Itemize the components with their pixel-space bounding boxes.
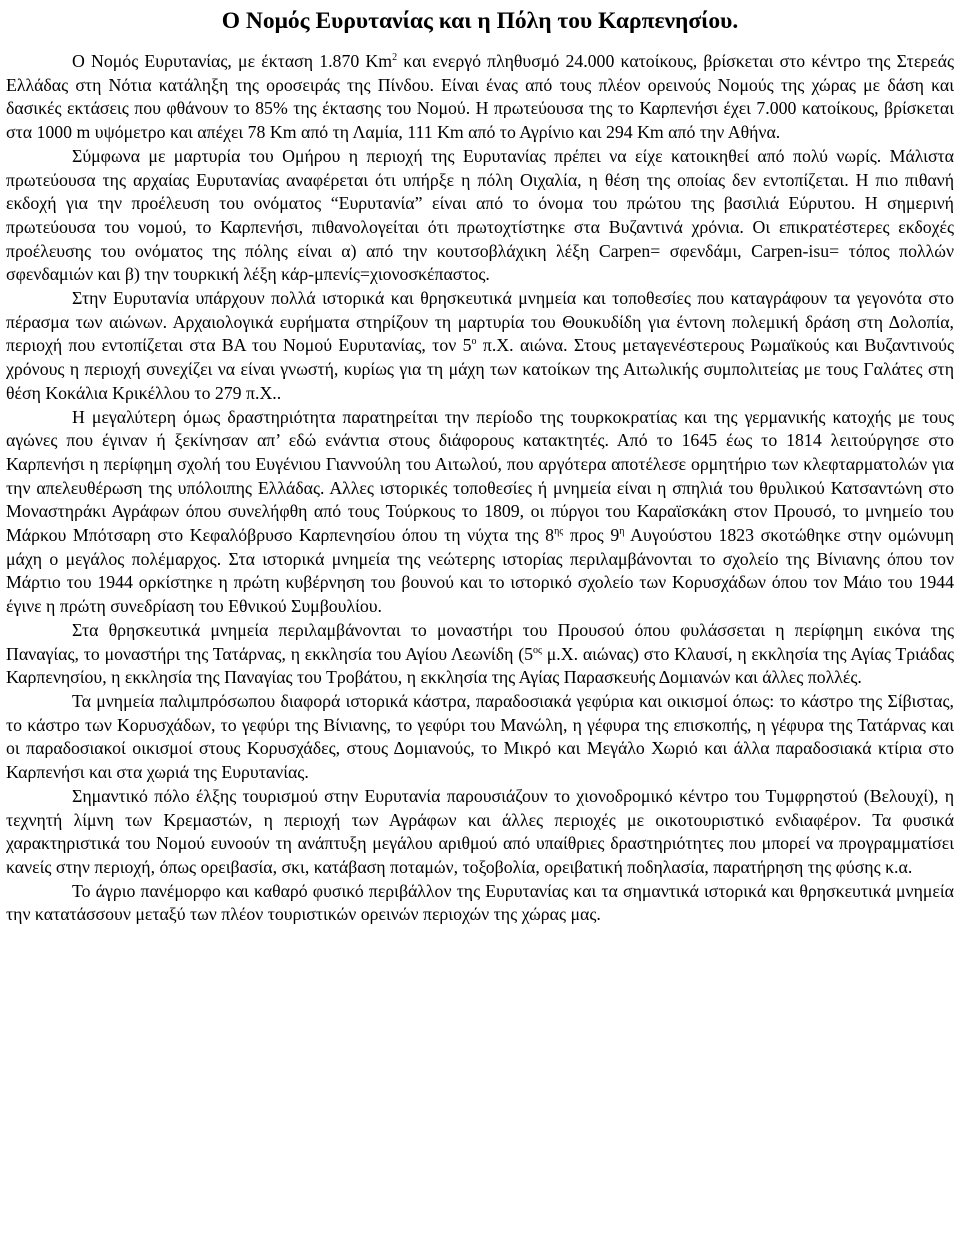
- paragraph-text: Στην Ευρυτανία υπάρχουν πολλά ιστορικά και θρησκευτικά μνημεία και τοποθεσίες που καταγράφουν τα γεγονότα στο πέρασμα των αιώνων. Αρχαιολογικά ευρήματα στηρίζουν τη μαρτυρία του Θουκυδίδη για έντονη πολεμική δράση στη Δολοπία, περιοχή που εντοπίζεται στα ΒΑ του Νομού Ευρυτανίας, τον 5: [6, 288, 954, 356]
- paragraph-castles-bridges: Τα μνημεία παλιμπρόσωπου διαφορά ιστορικά κάστρα, παραδοσιακά γεφύρια και οικισμοί όπως: το κάστρο της Σίβιστας, το κάστρο των Κορυσχάδων, το γεφύρι της Βίνιανης, το γεφύρι του Μανώλη, η γέφυρα της επισκοπής, η γέφυρα της Τατάρνας και οι παραδοσιακοί οικισμοί στους Κορυσχάδες, στους Δομιανούς, το Μικρό και Μεγάλο Χωριό και άλλα παραδοσιακά κτίρια στο Καρπενήσι και στα χωριά της Ευρυτανίας.: [6, 690, 954, 783]
- paragraph-ottoman-period: [6, 406, 954, 619]
- document-title: Ο Νομός Ευρυτανίας και η Πόλη του Καρπενησίου.: [221, 8, 739, 34]
- paragraph-text: και ενεργό πληθυσμό 24.000 κατοίκους, βρίσκεται στο κέντρο της Στερεάς Ελλάδας στη Νότια κατάληξη της οροσειράς της Πίνδου. Είναι ένας από τους πλέον ορεινούς Νομούς της χώρας με δάση και δασικές εκτάσεις που φθάνουν το 85% της έκτασης του Νομού. Η πρωτεύουσα της το Καρπενήσι έχει 7.000 κατοίκους, βρίσκεται στα 1000 m υψόμετρο και απέχει 78 Km από τη Λαμία, 111 Km από το Αγρίνιο και 294 Km από την Αθήνα.: [6, 51, 954, 143]
- paragraph-text: π.Χ. αιώνα. Στους μεταγενέστερους Ρωμαϊκούς και Βυζαντινούς χρόνους η περιοχή συνεχίζει να είναι γνωστή, κυρίως για τη μάχη των κατοίκων της Αιτωλικής συμπολιτείας με τους Γαλάτες στη θέση Κοκάλια Κρικέλλου το 279 π.Χ..: [6, 335, 954, 403]
- paragraph-conclusion: Το άγριο πανέμορφο και καθαρό φυσικό περιβάλλον της Ευρυτανίας και τα σημαντικά ιστορικά και θρησκευτικά μνημεία την κατατάσσουν μεταξύ των πλέον τουριστικών ορεινών περιοχών της χώρας μας.: [6, 880, 954, 925]
- paragraph-monuments: [6, 287, 954, 406]
- paragraph-intro: [6, 50, 954, 145]
- paragraph-religious-monuments: [6, 619, 954, 690]
- superscript: 2: [392, 52, 398, 63]
- paragraph-text: προς 9: [563, 525, 620, 546]
- superscript: ος: [533, 644, 542, 656]
- paragraph-history: Σύμφωνα με μαρτυρία του Ομήρου η περιοχή της Ευρυτανίας πρέπει να είχε κατοικηθεί από πολύ νωρίς. Μάλιστα πρωτεύουσα της αρχαίας Ευρυτανίας αναφέρεται ότι υπήρξε η πόλη Οιχαλία, η θέση της οποίας δεν εντοπίζεται. Η πιο πιθανή εκδοχή για την προέλευση του ονόματος “Ευρυτανία” είναι από το όνομα του πρώτου της βασιλιά Εύρυτου. Η σημερινή πρωτεύουσα του νομού, το Καρπενήσι, πιθανολογείται ότι πρωτοχτίστηκε στα Βυζαντινά χρόνια. Οι επικρατέστερες εκδοχές προέλευσης του ονόματος της πόλης είναι α) από την κουτσοβλάχικη λέξη Carpen= σφενδάμι, Carpen-isu= τόπος πολλών σφενδαμιών και β) την τουρκική λέξη κάρ-μπενίς=χιονοσκέπαστος.: [6, 145, 954, 285]
- paragraph-text: Η μεγαλύτερη όμως δραστηριότητα παρατηρείται την περίοδο της τουρκοκρατίας και της γερμανικής κατοχής με τους αγώνες που έγιναν ή ξεκίνησαν απ’ εδώ ενάντια στους διάφορους κατακτητές. Από το 1645 έως το 1814 λειτούργησε στο Καρπενήσι η περίφημη σχολή του Ευγένιου Γιαννούλη του Αιτωλού, που αργότερα αποτέλεσε ορμητήριο των κλεφταρματολών για την απελευθέρωση της υπόλοιπης Ελλάδας. Αλλες ιστορικές τοποθεσίες ή μνημεία είναι η σπηλιά του θρυλικού Κατσαντώνη στο Μοναστηράκι Αγράφων όπου συνελήφθη από τους Τούρκους το 1809, οι πύργοι του Καραϊσκάκη στον Προυσό, το μνημείο του Μάρκου Μπότσαρη στο Κεφαλόβρυσο Καρπενησίου όπου τη νύχτα της 8: [6, 406, 954, 546]
- paragraph-text: Στα θρησκευτικά μνημεία περιλαμβάνονται το μοναστήρι του Προυσού όπου φυλάσσεται η περίφημη εικόνα της Παναγίας, το μοναστήρι της Τατάρνας, η εκκλησία του Αγίου Λεωνίδη (5: [6, 619, 954, 664]
- paragraph-tourism: Σημαντικό πόλο έλξης τουρισμού στην Ευρυτανία παρουσιάζουν το χιονοδρομικό κέντρο του Τυμφρηστού (Βελουχί), η τεχνητή λίμνη των Κρεμαστών, η περιοχή των Αγράφων και άλλες περιοχές με οικοτουριστικό ενδιαφέρον. Τα φυσικά χαρακτηριστικά του Νομού ευνοούν τη ανάπτυξη μεγάλου αριθμού από υπαίθριες δραστηριότητες που μπορεί να προγραμματίσει κανείς στην περιοχή, όπως ορειβασία, σκι, κατάβαση ποταμών, τοξοβολία, ορειβατική ποδηλασία, παρατήρηση της φύσης κ.α.: [6, 785, 954, 877]
- paragraph-text: Ο Νομός Ευρυτανίας, με έκταση 1.870 Km: [72, 51, 393, 71]
- paragraph-text: μ.Χ. αιώνας) στο Κλαυσί, η εκκλησία της Αγίας Τριάδας Καρπενησίου, η εκκλησία της Παναγίας του Τροβάτου, η εκκλησία της Αγίας Παρασκευής Δομιανών και άλλες πολλές.: [6, 643, 954, 688]
- superscript: ο: [471, 336, 477, 348]
- superscript: ης: [554, 526, 564, 538]
- paragraph-text: Αυγούστου 1823 σκοτώθηκε στην ομώνυμη μάχη ο μεγάλος πολέμαρχος. Στα ιστορικά μνημεία της νεώτερης ιστορίας περιλαμβάνονται το σχολείο της Βίνιανης όπου τον Μάρτιο του 1944 ορκίστηκε η πρώτη κυβέρνηση του βουνού και το ιστορικό σχολείο των Κορυσχάδων όπου τον Μάιο του 1944 έγινε η πρώτη συνεδρίαση του Εθνικού Συμβουλίου.: [6, 525, 954, 617]
- superscript: η: [619, 526, 625, 538]
